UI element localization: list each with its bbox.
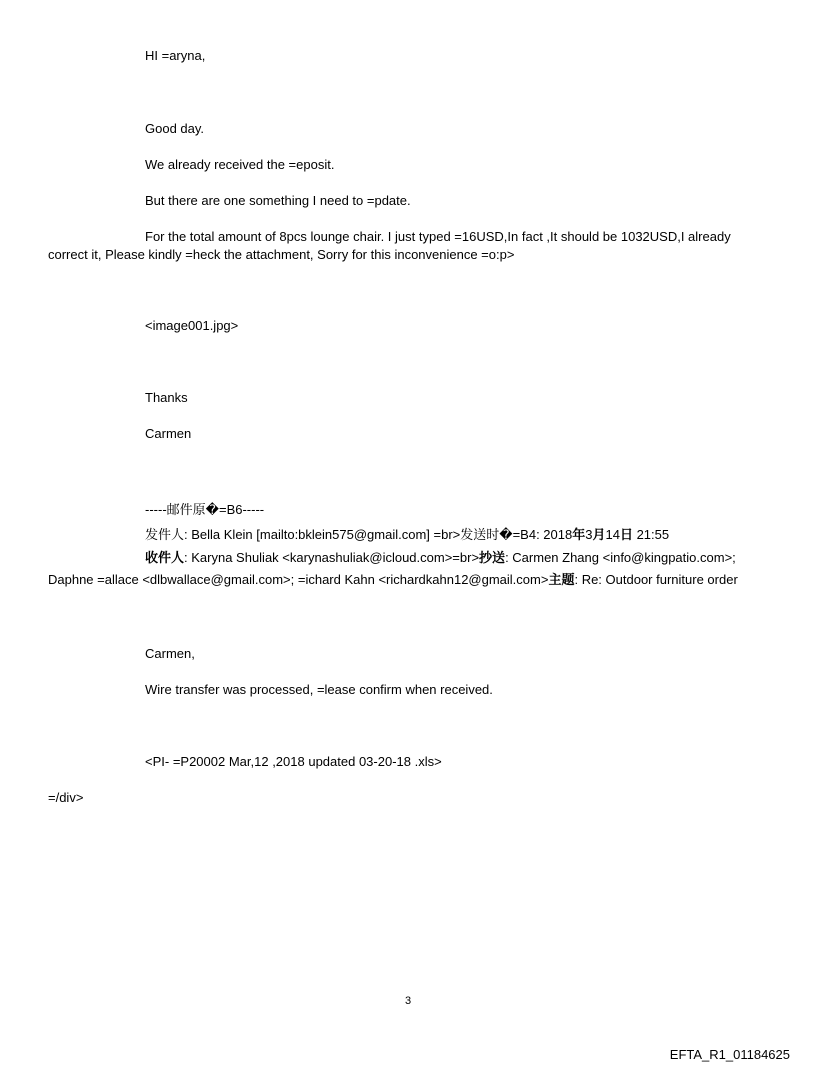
line-update: But there are one something I need to =pdate. bbox=[145, 193, 411, 208]
thanks: Thanks bbox=[145, 390, 188, 405]
greeting: HI =aryna, bbox=[145, 48, 206, 63]
from-label: 发件人 bbox=[145, 527, 185, 542]
quoted-body: Wire transfer was processed, =lease confirm when received. bbox=[145, 682, 493, 697]
subject-value: : Re: Outdoor furniture order bbox=[574, 572, 738, 587]
cc-value-line1: : Carmen Zhang <info@kingpatio.com>; bbox=[505, 550, 736, 565]
to-value: : Karyna Shuliak <karynashuliak@icloud.com>=br> bbox=[184, 550, 480, 565]
cc-label: 抄送 bbox=[479, 550, 506, 565]
sent-year-suffix: 年 bbox=[572, 527, 586, 542]
sent-day: 14 bbox=[605, 527, 620, 542]
separator: -----邮件原�=B6----- bbox=[145, 502, 265, 517]
bates-id: EFTA_R1_01184625 bbox=[669, 1047, 790, 1062]
quoted-attachment: <PI- =P20002 Mar,12 ,2018 updated 03-20-18 .xls> bbox=[145, 754, 442, 769]
cc-value-line2: Daphne =allace <dlbwallace@gmail.com>; =ichard Kahn <richardkahn12@gmail.com> bbox=[48, 572, 549, 587]
line-received: We already received the =eposit. bbox=[145, 157, 335, 172]
line-good-day: Good day. bbox=[145, 121, 205, 136]
page-number: 3 bbox=[404, 995, 412, 1007]
sent-month-suffix: 月 bbox=[592, 527, 606, 542]
line-total-paragraph: For the total amount of 8pcs lounge chair. I just typed =16USD,In fact ,It should be 1032USD,I already correct it, Please kindly =heck the attachment, Sorry for this inconvenience =o:p> bbox=[48, 229, 731, 262]
quoted-salutation: Carmen, bbox=[145, 646, 195, 661]
sent-day-suffix: 日 bbox=[619, 527, 633, 542]
sent-label: 发送时� bbox=[460, 527, 513, 542]
attachment-image: <image001.jpg> bbox=[145, 318, 239, 333]
cc-subject-line bbox=[48, 571, 738, 589]
to-cc-line bbox=[145, 549, 736, 567]
to-label: 收件人 bbox=[145, 550, 185, 565]
signature: Carmen bbox=[145, 426, 192, 441]
sent-month: 3 bbox=[585, 527, 593, 542]
subject-label: 主题 bbox=[548, 572, 575, 587]
from-value: : Bella Klein [mailto:bklein575@gmail.com] =br> bbox=[184, 527, 461, 542]
from-sent-line bbox=[145, 526, 669, 544]
sent-time: 21:55 bbox=[632, 527, 670, 542]
sent-value: =B4: 2018 bbox=[512, 527, 573, 542]
div-close: =/div> bbox=[48, 790, 84, 805]
